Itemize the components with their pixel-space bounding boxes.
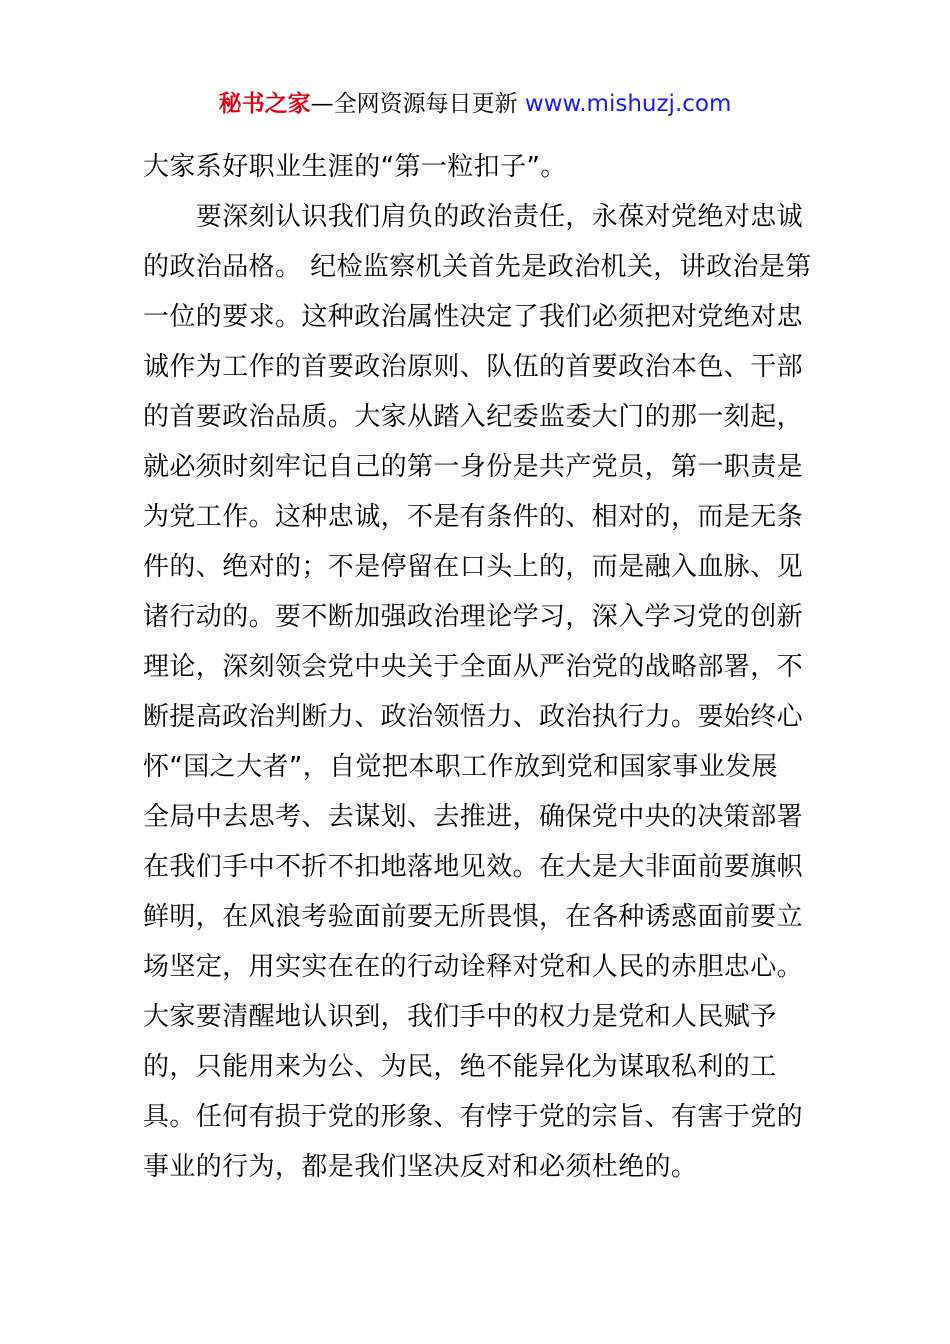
body-line: 的政治品格。 纪检监察机关首先是政治机关，讲政治是第 — [143, 252, 812, 282]
body-line: 大家系好职业生涯的“第一粒扣子”。 — [143, 152, 567, 182]
header-tagline: —全网资源每日更新 — [310, 91, 525, 117]
body-line: 在我们手中不折不扣地落地见效。在大是大非面前要旗帜 — [143, 852, 804, 882]
body-line: 诸行动的。要不断加强政治理论学习，深入学习党的创新 — [143, 602, 804, 632]
body-line: 断提高政治判断力、政治领悟力、政治执行力。要始终心 — [143, 702, 804, 732]
body-line: 一位的要求。这种政治属性决定了我们必须把对党绝对忠 — [143, 302, 804, 332]
body-line: 为党工作。这种忠诚，不是有条件的、相对的，而是无条 — [143, 502, 804, 532]
body-line: 大家要清醒地认识到，我们手中的权力是党和人民赋予 — [143, 1002, 777, 1032]
body-line: 的，只能用来为公、为民，绝不能异化为谋取私利的工 — [143, 1052, 777, 1082]
body-line: 就必须时刻牢记自己的第一身份是共产党员，第一职责是 — [143, 452, 804, 482]
body-line: 要深刻认识我们肩负的政治责任，永葆对党绝对忠诚 — [143, 202, 804, 232]
body-line: 事业的行为，都是我们坚决反对和必须杜绝的。 — [143, 1152, 698, 1182]
body-line: 理论，深刻领会党中央关于全面从严治党的战略部署，不 — [143, 652, 804, 682]
body-line: 怀“国之大者”，自觉把本职工作放到党和国家事业发展 — [143, 752, 778, 782]
body-line: 具。任何有损于党的形象、有悖于党的宗旨、有害于党的 — [143, 1102, 804, 1132]
document-body — [143, 142, 823, 1192]
body-line: 全局中去思考、去谋划、去推进，确保党中央的决策部署 — [143, 802, 804, 832]
brand-name: 秘书之家 — [218, 91, 311, 117]
body-line: 的首要政治品质。大家从踏入纪委监委大门的那一刻起， — [143, 402, 804, 432]
page-header — [0, 88, 950, 120]
site-url-link[interactable]: www.mishuzj.com — [524, 91, 732, 117]
body-line: 件的、绝对的；不是停留在口头上的，而是融入血脉、见 — [143, 552, 804, 582]
body-line: 场坚定，用实实在在的行动诠释对党和人民的赤胆忠心。 — [143, 952, 804, 982]
body-line: 鲜明，在风浪考验面前要无所畏惧，在各种诱惑面前要立 — [143, 902, 804, 932]
body-line: 诚作为工作的首要政治原则、队伍的首要政治本色、干部 — [143, 352, 804, 382]
